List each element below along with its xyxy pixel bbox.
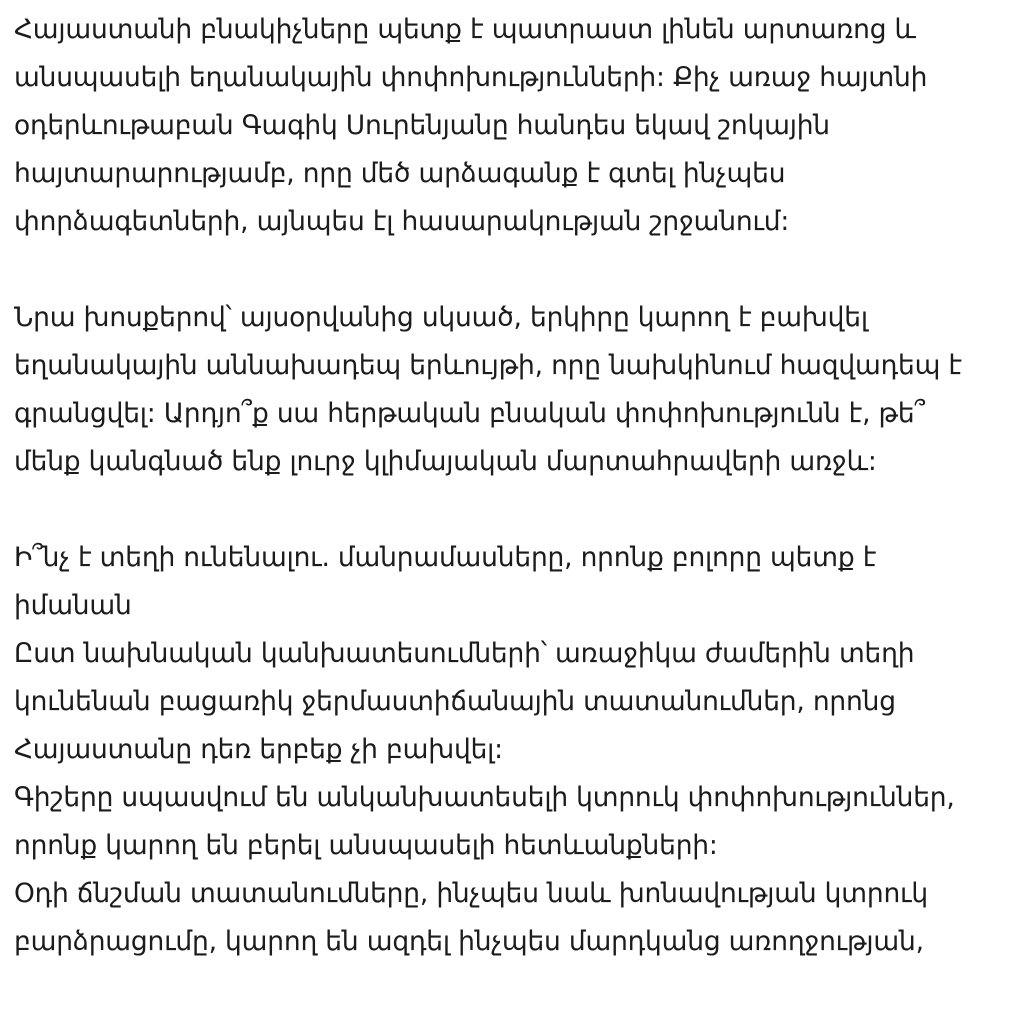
paragraph-spacer: [14, 246, 1014, 294]
quote-paragraph: [14, 294, 1014, 486]
list-item-forecast: [14, 630, 1014, 774]
text-line: բարձրացումը, կարող են ազդել ինչպես մարդկանց առողջության,: [14, 926, 924, 957]
paragraph-spacer: [14, 486, 1014, 534]
list-item-pressure: [14, 870, 1014, 966]
text-line: Հայաստանի բնակիչները պետք է պատրաստ լինեն արտառոց և: [14, 14, 916, 45]
text-line: Ըստ նախնական կանխատեսումների՝ առաջիկա ժամերին տեղի: [14, 638, 915, 669]
text-line: Նրա խոսքերով՝ այսօրվանից սկսած, երկիրը կարող է բախվել: [14, 302, 868, 333]
text-line: հայտարարությամբ, որը մեծ արձագանք է գտել ինչպես: [14, 158, 786, 189]
text-line: Գիշերը սպասվում են անկանխատեսելի կտրուկ փոփոխություններ,: [14, 782, 955, 813]
text-line: անսպասելի եղանակային փոփոխությունների: Քիչ առաջ հայտնի: [14, 62, 928, 93]
text-line: կունենան բացառիկ ջերմաստիճանային տատանումներ, որոնց: [14, 686, 896, 717]
article-body: [14, 6, 1014, 966]
section-heading: [14, 534, 1014, 630]
text-line: որոնք կարող են բերել անսպասելի հետևանքների:: [14, 830, 718, 861]
heading-line: իմանան: [14, 590, 132, 621]
text-line: գրանցվել: Արդյո՞ք սա հերթական բնական փոփոխությունն է, թե՞: [14, 398, 926, 429]
text-line: Օդի ճնշման տատանումները, ինչպես նաև խոնավության կտրուկ: [14, 878, 928, 909]
list-item-night: [14, 774, 1014, 870]
intro-paragraph: [14, 6, 1014, 246]
text-line: Հայաստանը դեռ երբեք չի բախվել:: [14, 734, 503, 765]
text-line: փորձագետների, այնպես էլ հասարակության շրջանում:: [14, 206, 790, 237]
heading-line: Ի՞նչ է տեղի ունենալու. մանրամասները, որոնք բոլորը պետք է: [14, 542, 877, 573]
text-line: մենք կանգնած ենք լուրջ կլիմայական մարտահրավերի առջև:: [14, 446, 877, 477]
text-line: օդերևութաբան Գագիկ Սուրենյանը հանդես եկավ շոկային: [14, 110, 830, 141]
text-line: եղանակային աննախադեպ երևույթի, որը նախկինում հազվադեպ է: [14, 350, 962, 381]
